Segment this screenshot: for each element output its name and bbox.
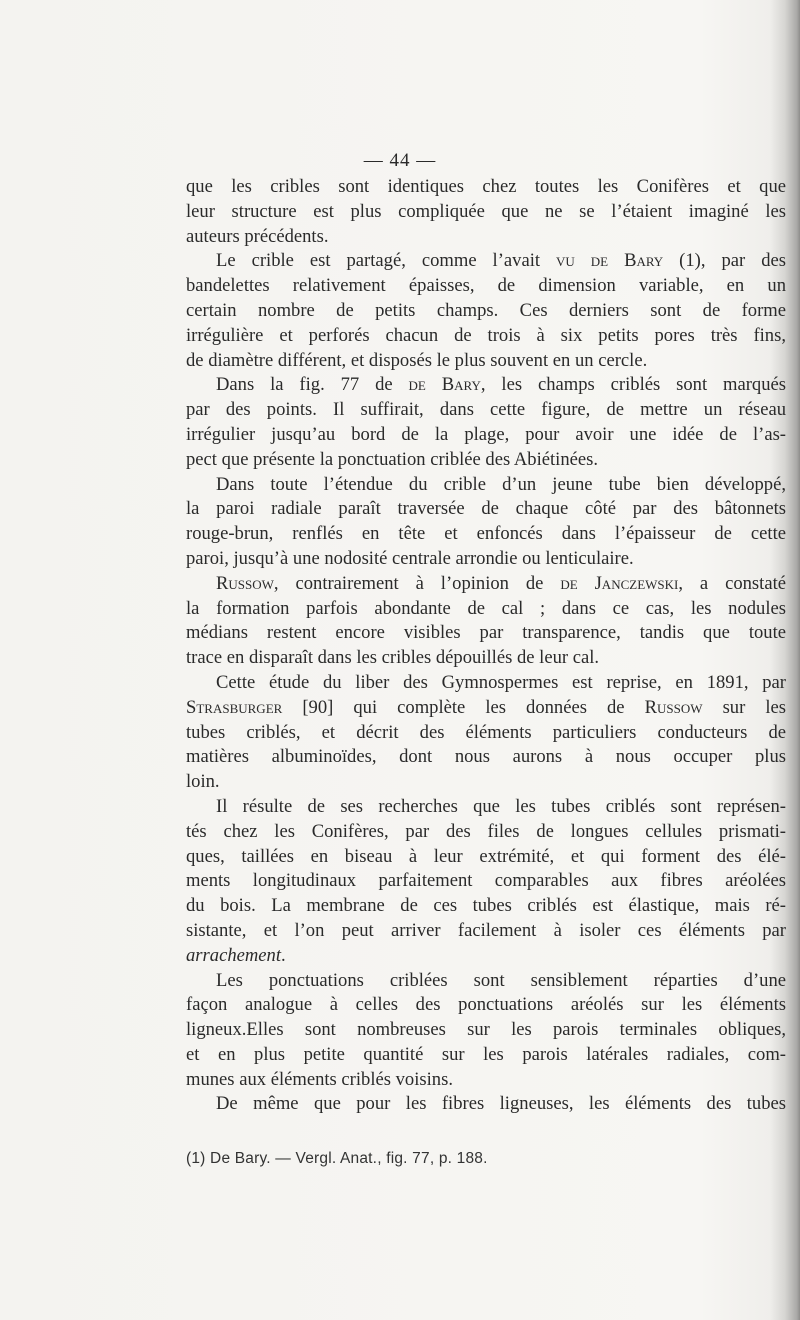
text-line xyxy=(186,820,786,845)
text-line xyxy=(186,423,786,448)
text-segment: la paroi radiale paraît traversée de chaque côté par des bâtonnets xyxy=(186,498,786,520)
text-line xyxy=(186,993,786,1018)
text-segment: auteurs précédents. xyxy=(186,225,329,247)
author-name: Russow xyxy=(644,696,703,718)
text-segment: munes aux éléments criblés voisins. xyxy=(186,1068,453,1090)
text-segment: bandelettes relativement épaisses, de dimension variable, en un xyxy=(186,275,786,297)
text-line xyxy=(186,547,786,572)
text-line xyxy=(186,671,786,696)
footnote: (1) De Bary. — Vergl. Anat., fig. 77, p. 188. xyxy=(186,1150,488,1167)
text-line xyxy=(186,721,786,746)
text-segment: façon analogue à celles des ponctuations aréolés sur les éléments xyxy=(186,994,786,1016)
text-segment: et en plus petite quantité sur les parois latérales radiales, com- xyxy=(186,1043,786,1065)
text-segment: (1), par des xyxy=(663,250,786,272)
paragraph xyxy=(186,1092,786,1117)
text-line xyxy=(186,745,786,770)
text-line xyxy=(186,349,786,374)
author-name: de Janczewski xyxy=(560,572,679,594)
text-segment: rouge-brun, renflés en tête et enfoncés dans l’épaisseur de cette xyxy=(186,523,786,545)
text-segment: Dans toute l’étendue du crible d’un jeune tube bien développé, xyxy=(216,473,786,495)
author-name: vu de Bary xyxy=(556,250,664,272)
text-segment: Il résulte de ses recherches que les tubes criblés sont représen- xyxy=(216,795,786,817)
text-line xyxy=(186,398,786,423)
page-number: — 44 — xyxy=(363,150,437,171)
text-line xyxy=(186,845,786,870)
text-segment: leur structure est plus compliquée que ne se l’étaient imaginé les xyxy=(186,200,786,222)
text-segment: De même que pour les fibres ligneuses, les éléments des tubes xyxy=(216,1093,786,1115)
text-segment: , a constaté xyxy=(678,572,786,594)
paragraph xyxy=(186,473,786,572)
text-segment: paroi, jusqu’à une nodosité centrale arrondie ou lenticulaire. xyxy=(186,547,634,569)
text-segment: ligneux.Elles sont nombreuses sur les parois terminales obliques, xyxy=(186,1019,786,1041)
text-line xyxy=(186,373,786,398)
text-segment: [90] qui complète les données de xyxy=(282,696,645,718)
text-line xyxy=(186,200,786,225)
paragraph xyxy=(186,373,786,472)
text-segment: ments longitudinaux parfaitement comparables aux fibres aréolées xyxy=(186,870,786,892)
paragraph xyxy=(186,969,786,1093)
body-text xyxy=(186,175,786,1117)
text-segment: ques, taillées en biseau à leur extrémité, et qui forment des élé- xyxy=(186,845,786,867)
text-line xyxy=(186,473,786,498)
text-line xyxy=(186,696,786,721)
text-line xyxy=(186,770,786,795)
text-segment: du bois. La membrane de ces tubes criblés est élastique, mais ré- xyxy=(186,895,786,917)
text-segment: Le crible est partagé, comme l’avait xyxy=(216,250,557,272)
text-line xyxy=(186,497,786,522)
text-line xyxy=(186,869,786,894)
text-segment: Cette étude du liber des Gymnospermes est reprise, en 1891, par xyxy=(216,671,786,693)
text-line xyxy=(186,597,786,622)
paragraph xyxy=(186,795,786,969)
text-line xyxy=(186,919,786,944)
paragraph xyxy=(186,572,786,671)
paragraph xyxy=(186,671,786,795)
text-segment: que les cribles sont identiques chez toutes les Conifères et que xyxy=(186,176,786,197)
text-segment: , contrairement à l’opinion de xyxy=(273,572,561,594)
paragraph xyxy=(186,175,786,249)
text-segment: irrégulier jusqu’au bord de la plage, pour avoir une idée de l’as- xyxy=(186,423,786,445)
text-segment: Dans la fig. 77 de xyxy=(216,374,409,396)
author-name: Strasburger xyxy=(186,696,283,718)
author-name: Russow xyxy=(216,572,274,594)
text-segment: sur les xyxy=(702,696,786,718)
text-segment: trace en disparaît dans les cribles dépouillés de leur cal. xyxy=(186,647,600,669)
text-segment: médians restent encore visibles par transparence, tandis que toute xyxy=(186,622,786,644)
text-line xyxy=(186,1092,786,1117)
text-line xyxy=(186,572,786,597)
text-line xyxy=(186,522,786,547)
text-line xyxy=(186,1068,786,1093)
text-segment: loin. xyxy=(186,771,220,793)
text-line xyxy=(186,894,786,919)
text-line xyxy=(186,969,786,994)
text-segment: . xyxy=(281,944,286,966)
text-line xyxy=(186,621,786,646)
text-segment: de diamètre différent, et disposés le plus souvent en un cercle. xyxy=(186,349,648,371)
text-line xyxy=(186,795,786,820)
text-segment: tubes criblés, et décrit des éléments particuliers conducteurs de xyxy=(186,721,786,743)
text-segment: pect que présente la ponctuation criblée des Abiétinées. xyxy=(186,448,599,470)
text-segment: matières albuminoïdes, dont nous aurons à nous occuper plus xyxy=(186,746,786,768)
text-line xyxy=(186,646,786,671)
text-line xyxy=(186,1043,786,1068)
text-segment: irrégulière et perforés chacun de trois à six petits pores très fins, xyxy=(186,324,786,346)
emphasis-text: arrachement xyxy=(186,944,282,966)
text-segment: certain nombre de petits champs. Ces derniers sont de forme xyxy=(186,299,786,321)
text-segment: sistante, et l’on peut arriver facilement à isoler ces éléments par xyxy=(186,919,786,941)
text-line xyxy=(186,225,786,250)
author-name: de Bary xyxy=(408,374,481,396)
text-line xyxy=(186,274,786,299)
text-line xyxy=(186,299,786,324)
text-segment: tés chez les Conifères, par des files de longues cellules prismati- xyxy=(186,820,786,842)
text-line xyxy=(186,175,786,200)
text-line xyxy=(186,1018,786,1043)
text-line xyxy=(186,944,786,969)
text-segment: , les champs criblés sont marqués xyxy=(480,374,786,396)
text-segment: la formation parfois abondante de cal ; dans ce cas, les nodules xyxy=(186,597,786,619)
text-line xyxy=(186,448,786,473)
text-line xyxy=(186,249,786,274)
text-line xyxy=(186,324,786,349)
text-segment: Les ponctuations criblées sont sensiblement réparties d’une xyxy=(216,969,786,991)
paragraph xyxy=(186,249,786,373)
text-segment: par des points. Il suffirait, dans cette figure, de mettre un réseau xyxy=(186,399,786,421)
